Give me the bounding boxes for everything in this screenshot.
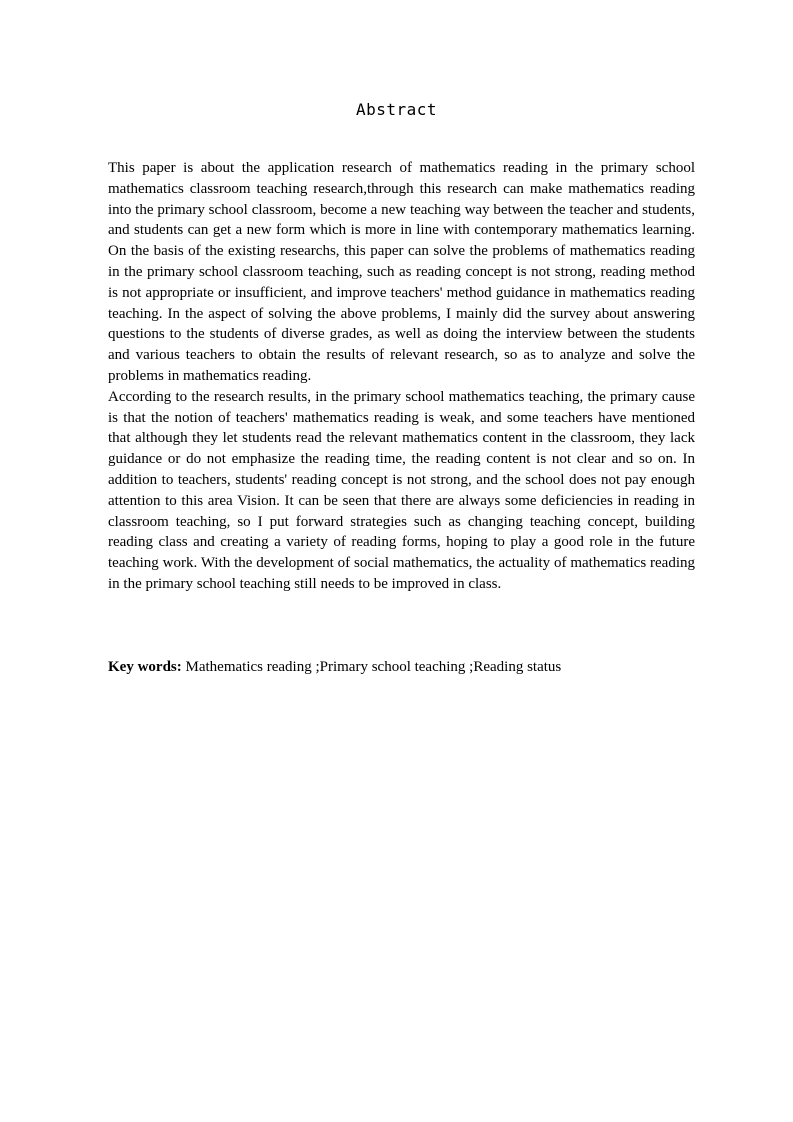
keywords-label: Key words:: [108, 659, 182, 675]
abstract-title: Abstract: [355, 100, 438, 119]
abstract-paragraph-2: According to the research results, in the primary school mathematics teaching, the primary cause is that the notion of teachers' mathematics reading is weak, and some teachers have mentioned that although they let students read the relevant mathematics content in the classroom, they lack guidance or do not emphasize the reading time, the reading content is not clear and so on. In addition to teachers, students' reading concept is not strong, and the school does not pay enough attention to this area Vision. It can be seen that there are always some deficiencies in reading in classroom teaching, so I put forward strategies such as changing teaching concept, building reading class and creating a variety of reading forms, hoping to play a good role in the future teaching work. With the development of social mathematics, the actuality of mathematics reading in the primary school teaching still needs to be improved in class.: [108, 388, 695, 592]
keywords-line: [108, 657, 695, 678]
keywords-text: Mathematics reading ;Primary school teaching ;Reading status: [181, 659, 562, 675]
abstract-body: [108, 158, 695, 595]
abstract-paragraph-1: This paper is about the application research of mathematics reading in the primary school mathematics classroom teaching research,through this research can make mathematics reading into the primary school classroom, become a new teaching way between the teacher and students, and students can get a new form which is more in line with contemporary mathematics learning. On the basis of the existing researchs, this paper can solve the problems of mathematics reading in the primary school classroom teaching, such as reading concept is not strong, reading method is not appropriate or insufficient, and improve teachers' method guidance in mathematics reading teaching. In the aspect of solving the above problems, I mainly did the survey about answering questions to the students of diverse grades, as well as doing the interview between the students and various teachers to obtain the results of relevant research, so as to analyze and solve the problems in mathematics reading.: [108, 160, 695, 384]
